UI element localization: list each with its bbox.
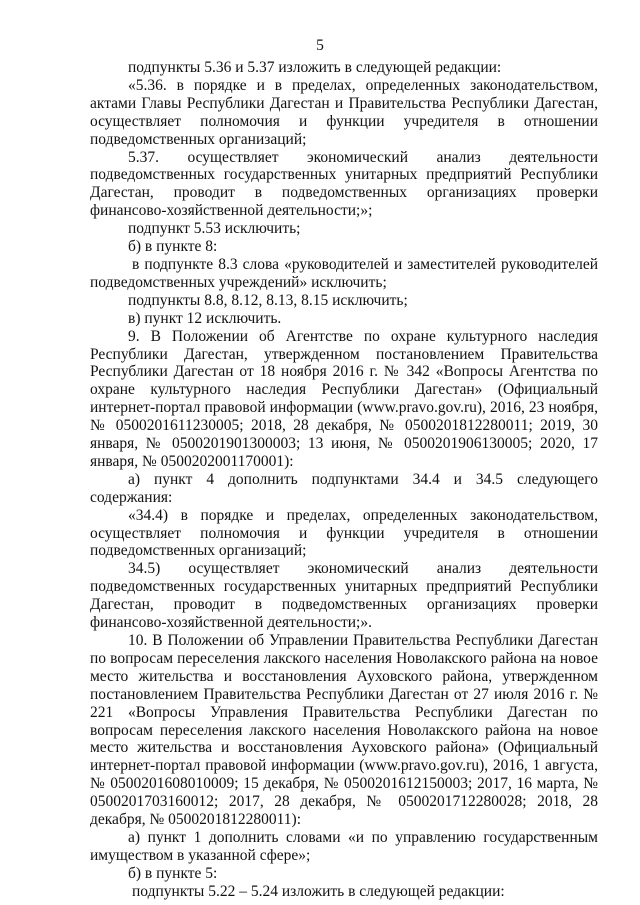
paragraph-item-5-36: «5.36. в порядке и в пределах, определенных законодательством, актами Главы Республики Дагестан и Правительства Республики Дагестан, осуществляет полномочия и функции учредителя в отношении подведомственных организаций; bbox=[90, 76, 598, 148]
document-body bbox=[90, 59, 598, 901]
paragraph-section-10: 10. В Положении об Управлении Правительства Республики Дагестан по вопросам переселения лакского населения Новолакского района на новое место жительства и восстановления Ауховского района, утвержденном постановлением Правительства Республики Дагестан от 27 июля 2016 г. № 221 «Вопросы Управления Правительства Республики Дагестан по вопросам переселения лакского населения Новолакского района на новое место жительства и восстановления Ауховского района» (Официальный интернет-портал правовой информации (www.pravo.gov.ru), 2016, 1 августа, № 0500201608010009; 15 декабря, № 0500201612150003; 2017, 16 марта, № 0500201703160012; 2017, 28 декабря, № 0500201712280028; 2018, 28 декабря, № 0500201812280011): bbox=[90, 632, 598, 829]
paragraph-item-5-37: 5.37. осуществляет экономический анализ деятельности подведомственных государственных унитарных предприятий Республики Дагестан, проводит в подведомственных организациях проверки финансово-хозяйственной деятельности;»; bbox=[90, 148, 598, 220]
paragraph-subpoint-8-3: в подпункте 8.3 слова «руководителей и заместителей руководителей подведомственных учреждений» исключить; bbox=[90, 255, 598, 291]
paragraph-a-point-4: а) пункт 4 дополнить подпунктами 34.4 и 34.5 следующего содержания: bbox=[90, 470, 598, 506]
paragraph-b-point-5: б) в пункте 5: bbox=[128, 864, 218, 882]
paragraph-exclude-8-subpoints: подпункты 8.8, 8.12, 8.13, 8.15 исключить; bbox=[128, 291, 408, 309]
paragraph-exclude-5-53: подпункт 5.53 исключить; bbox=[128, 220, 301, 238]
paragraph-a-point-1: а) пункт 1 дополнить словами «и по управлению государственным имуществом в указанной сфере»; bbox=[90, 828, 598, 864]
paragraph-item-34-4: «34.4) в порядке и пределах, определенных законодательством, осуществляет полномочия и функции учредителя в отношении подведомственных организаций; bbox=[90, 506, 598, 560]
paragraph-b-point-8: б) в пункте 8: bbox=[128, 238, 218, 256]
paragraph-v-point-12: в) пункт 12 исключить. bbox=[128, 309, 282, 327]
paragraph-section-9: 9. В Положении об Агентстве по охране культурного наследия Республики Дагестан, утвержденном постановлением Правительства Республики Дагестан от 18 ноября 2016 г. № 342 «Вопросы Агентства по охране культурного наследия Республики Дагестан» (Официальный интернет-портал правовой информации (www.pravo.gov.ru), 2016, 23 ноября, № 0500201611230005; 2018, 28 декабря, № 0500201812280011; 2019, 30 января, № 0500201901300003; 13 июня, № 0500201906130005; 2020, 17 января, № 0500202001170001): bbox=[90, 327, 598, 470]
paragraph-amend-5-22-5-24: подпункты 5.22 – 5.24 изложить в следующей редакции: bbox=[132, 882, 505, 900]
paragraph-amend-5-36-5-37: подпункты 5.36 и 5.37 изложить в следующей редакции: bbox=[128, 59, 502, 76]
page-number: 5 bbox=[316, 37, 324, 54]
paragraph-item-34-5: 34.5) осуществляет экономический анализ деятельности подведомственных государственных унитарных предприятий Республики Дагестан, проводит в подведомственных организациях проверки финансово-хозяйственной деятельности;». bbox=[90, 560, 598, 632]
